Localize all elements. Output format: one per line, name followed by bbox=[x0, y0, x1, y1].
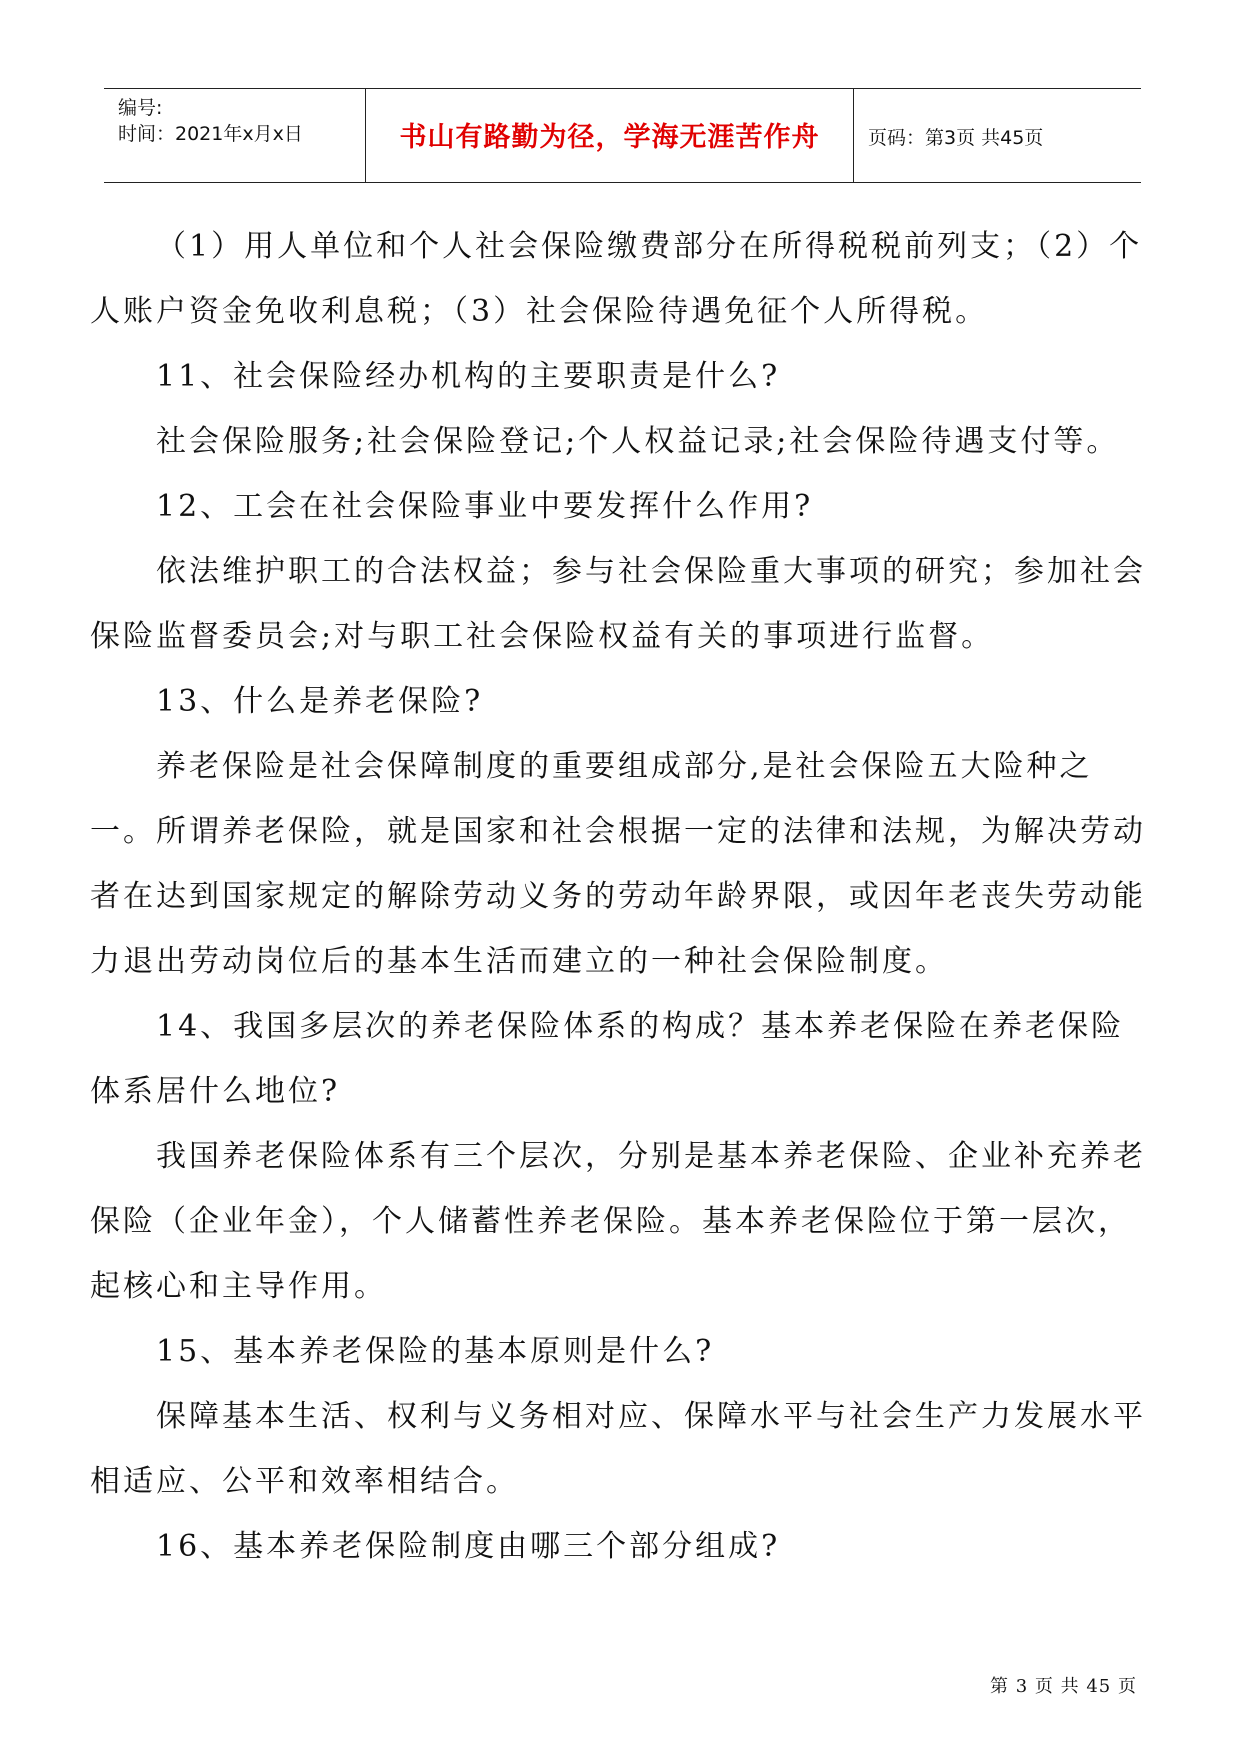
question-heading: 11、社会保险经办机构的主要职责是什么? bbox=[156, 359, 781, 394]
paragraph: 依法维护职工的合法权益；参与社会保险重大事项的研究；参加社会保险监督委员会;对与职工社会保险权益有关的事项进行监督。 bbox=[90, 554, 1146, 654]
question-heading: 16、基本养老保险制度由哪三个部分组成? bbox=[156, 1529, 781, 1564]
document-number-label: 编号: bbox=[118, 97, 163, 119]
header-right-cell bbox=[854, 89, 1141, 182]
page-footer-number: 第 3 页 共 45 页 bbox=[990, 1676, 1137, 1697]
paragraph: 我国养老保险体系有三个层次，分别是基本养老保险、企业补充养老保险（企业年金），个人储蓄性养老保险。基本养老保险位于第一层次，起核心和主导作用。 bbox=[90, 1139, 1146, 1304]
header-page-label: 页码：第3页 共45页 bbox=[868, 127, 1044, 149]
document-body bbox=[90, 214, 1150, 1579]
header-motto: 书山有路勤为径，学海无涯苦作舟 bbox=[399, 122, 820, 153]
paragraph: （1）用人单位和个人社会保险缴费部分在所得税税前列支；（2）个人账户资金免收利息税；（3）社会保险待遇免征个人所得税。 bbox=[90, 229, 1143, 329]
document-time-label: 时间：2021年x月x日 bbox=[118, 123, 303, 145]
paragraph: 社会保险服务;社会保险登记;个人权益记录;社会保险待遇支付等。 bbox=[156, 424, 1120, 459]
question-heading: 12、工会在社会保险事业中要发挥什么作用? bbox=[156, 489, 814, 524]
paragraph: 养老保险是社会保障制度的重要组成部分,是社会保险五大险种之一。所谓养老保险，就是国家和社会根据一定的法律和法规，为解决劳动者在达到国家规定的解除劳动义务的劳动年龄界限，或因年老丧失劳动能力退出劳动岗位后的基本生活而建立的一种社会保险制度。 bbox=[90, 749, 1146, 979]
question-heading: 13、什么是养老保险? bbox=[156, 684, 484, 719]
page-header bbox=[104, 88, 1141, 183]
paragraph: 保障基本生活、权利与义务相对应、保障水平与社会生产力发展水平相适应、公平和效率相结合。 bbox=[90, 1399, 1146, 1499]
header-middle-cell bbox=[366, 89, 854, 182]
question-heading: 15、基本养老保险的基本原则是什么? bbox=[156, 1334, 715, 1369]
header-left-cell bbox=[104, 89, 366, 182]
question-heading: 14、我国多层次的养老保险体系的构成？基本养老保险在养老保险体系居什么地位? bbox=[90, 1009, 1125, 1109]
